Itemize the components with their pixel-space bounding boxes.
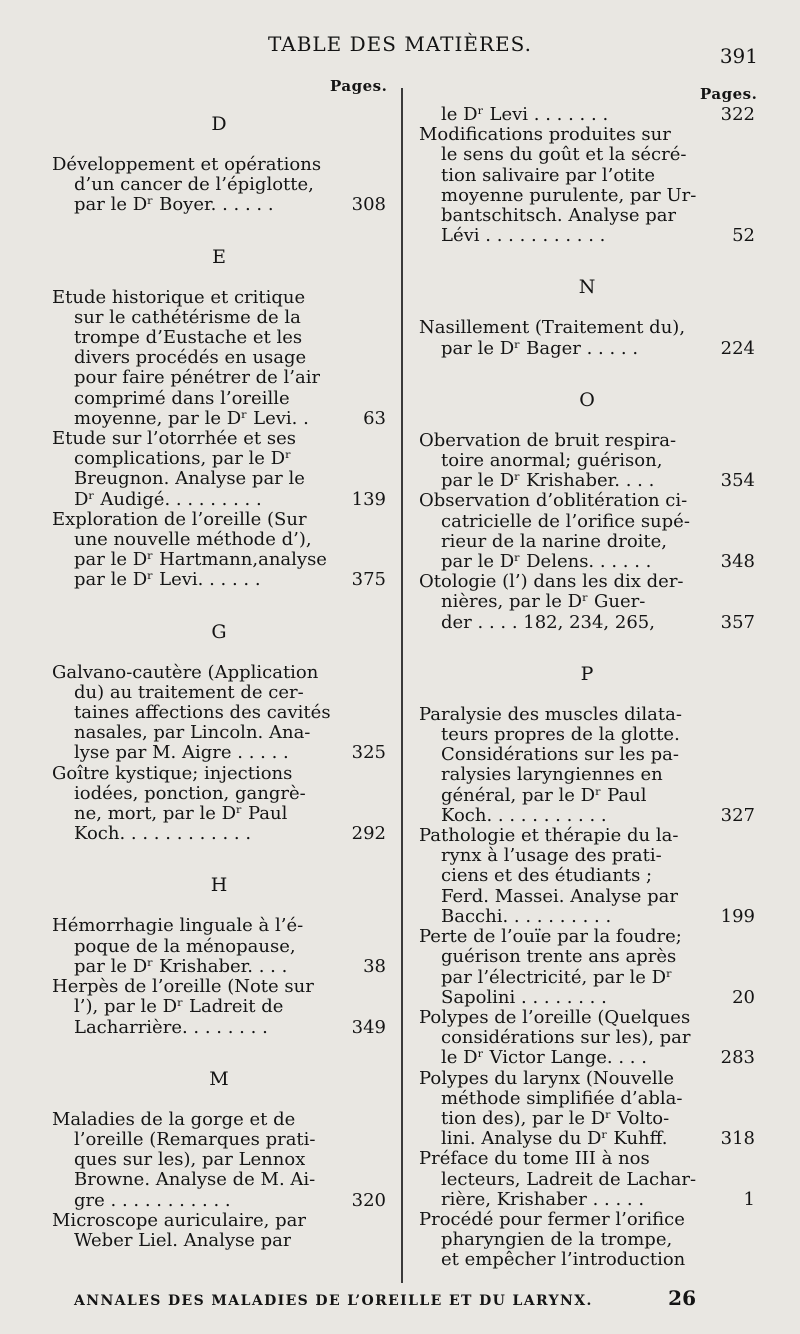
entry-page-number: 38 — [363, 955, 386, 977]
entry-page-number: 318 — [720, 1128, 755, 1150]
entry-text-line: ralysies laryngiennes en — [441, 765, 663, 786]
entry-text-line: par le Dʳ Delens. . . . . . — [441, 552, 652, 573]
entry-page-number: 322 — [720, 104, 755, 125]
signature-mark: 26 — [668, 1286, 696, 1310]
entry-text-line: tion des), par le Dʳ Volto- — [441, 1108, 670, 1129]
entry-text-line: bantschitsch. Analyse par — [441, 206, 677, 227]
entry-page-number: 139 — [351, 488, 386, 510]
entry-text-line: Goître kystique; injections — [52, 763, 293, 784]
entry-page-number: 325 — [351, 742, 386, 764]
entry-text-line: l’oreille (Remarques prati- — [74, 1129, 316, 1150]
entry-text-line: Polypes de l’oreille (Quelques — [419, 1007, 691, 1028]
entry-text-line: Exploration de l’oreille (Sur — [52, 509, 307, 530]
entry-text-line: gre . . . . . . . . . . . — [74, 1190, 231, 1211]
index-entry — [419, 1008, 755, 1069]
section-letter: E — [212, 245, 226, 268]
entry-text-line: Browne. Analyse de M. Ai- — [74, 1170, 316, 1191]
entry-text-line: moyenne, par le Dʳ Levi. . — [74, 408, 309, 429]
entry-text-line: rieur de la narine droite, — [441, 531, 668, 552]
entry-text-line: d’un cancer de l’épiglotte, — [74, 175, 314, 196]
entry-page-number: 199 — [720, 905, 755, 927]
entry-text-line: par le Dʳ Krishaber. . . . — [441, 471, 655, 492]
entry-text-line: par le Dʳ Levi. . . . . . — [74, 570, 261, 591]
index-entry — [52, 977, 386, 1038]
entry-page-number: 224 — [720, 337, 755, 359]
entry-text-line: Observation d’oblitération ci- — [419, 491, 688, 512]
entry-text-line: catricielle de l’orifice supé- — [441, 511, 690, 532]
entry-text-line: divers procédés en usage — [74, 348, 307, 369]
section-letter: O — [579, 388, 595, 411]
index-entry — [52, 155, 386, 216]
entry-text-line: le Dʳ Victor Lange. . . . — [441, 1048, 647, 1069]
index-entry — [52, 764, 386, 845]
entry-text-line: considérations sur les), par — [441, 1028, 691, 1049]
pages-column-label-right: Pages. — [700, 85, 758, 103]
index-entry — [419, 105, 755, 125]
entry-page-number: 1 — [743, 1188, 755, 1210]
entry-text-line: trompe d’Eustache et les — [74, 328, 303, 349]
section-letter: H — [210, 874, 228, 897]
entry-text-line: Weber Liel. Analyse par — [74, 1230, 292, 1251]
entry-text-line: Etude historique et critique — [52, 287, 306, 308]
pages-column-label-left: Pages. — [330, 77, 388, 95]
entry-text-line: pharyngien de la trompe, — [441, 1230, 673, 1251]
entry-text-line: Paralysie des muscles dilata- — [419, 704, 682, 725]
entry-page-number: 349 — [351, 1016, 386, 1038]
entry-text-line: Herpès de l’oreille (Note sur — [52, 977, 314, 998]
entry-text-line: tion salivaire par l’otite — [441, 165, 656, 186]
entry-text-line: Pathologie et thérapie du la- — [419, 826, 679, 847]
entry-page-number: 357 — [720, 611, 755, 633]
entry-text-line: le sens du goût et la sécré- — [441, 145, 687, 166]
entry-text-line: sur le cathétérisme de la — [74, 307, 301, 328]
entry-text-line: moyenne purulente, par Ur- — [441, 185, 697, 206]
entry-text-line: nières, par le Dʳ Guer- — [441, 592, 646, 613]
entry-text-line: Koch. . . . . . . . . . . — [441, 805, 607, 826]
index-column-right — [419, 105, 755, 1293]
section-letter: M — [209, 1067, 229, 1090]
entry-text-line: taines affections des cavités — [74, 703, 331, 724]
index-entry — [52, 510, 386, 591]
entry-text-line: Maladies de la gorge et de — [52, 1109, 296, 1130]
entry-text-line: toire anormal; guérison, — [441, 451, 663, 472]
entry-text-line: Dʳ Audigé. . . . . . . . . — [74, 489, 262, 510]
page-title: TABLE DES MATIÈRES. — [268, 32, 532, 56]
column-divider — [401, 88, 403, 1283]
entry-page-number: 354 — [720, 470, 755, 492]
index-entry — [52, 1110, 386, 1211]
entry-text-line: rynx à l’usage des prati- — [441, 846, 662, 867]
entry-text-line: Perte de l’ouïe par la foudre; — [419, 927, 682, 948]
entry-text-line: Développement et opérations — [52, 155, 322, 175]
entry-page-number: 375 — [351, 569, 386, 591]
index-entry — [419, 705, 755, 826]
page-number: 391 — [719, 44, 758, 68]
entry-text-line: général, par le Dʳ Paul — [441, 785, 647, 806]
entry-text-line: Otologie (l’) dans les dix der- — [419, 572, 684, 593]
entry-text-line: ques sur les), par Lennox — [74, 1150, 306, 1171]
section-letter: D — [211, 113, 227, 135]
entry-text-line: lini. Analyse du Dʳ Kuhff. — [441, 1129, 668, 1150]
entry-text-line: Ferd. Massei. Analyse par — [441, 886, 678, 907]
entry-text-line: Obervation de bruit respira- — [419, 430, 677, 451]
index-entry — [52, 288, 386, 429]
index-entry — [419, 491, 755, 572]
entry-text-line: Bacchi. . . . . . . . . . — [441, 906, 612, 927]
entry-text-line: Sapolini . . . . . . . . — [441, 987, 607, 1008]
entry-text-line: le Dʳ Levi . . . . . . . — [441, 105, 609, 125]
index-entry — [419, 572, 755, 633]
entry-text-line: Considérations sur les pa- — [441, 745, 679, 766]
entry-page-number: 52 — [732, 225, 755, 247]
entry-text-line: Nasillement (Traitement du), — [419, 318, 686, 339]
entry-text-line: Etude sur l’otorrhée et ses — [52, 429, 296, 450]
entry-text-line: ciens et des étudiants ; — [441, 866, 653, 887]
entry-text-line: iodées, ponction, gangrè- — [74, 783, 306, 804]
entry-text-line: par le Dʳ Bager . . . . . — [441, 338, 639, 359]
index-entry — [419, 431, 755, 492]
entry-text-line: teurs propres de la glotte. — [441, 725, 680, 746]
entry-text-line: et empêcher l’introduction — [441, 1250, 686, 1271]
entry-text-line: lyse par M. Aigre . . . . . — [74, 743, 289, 764]
entry-text-line: une nouvelle méthode d’), — [74, 530, 312, 551]
index-column-left — [52, 105, 386, 1273]
entry-text-line: l’), par le Dʳ Ladreit de — [74, 997, 284, 1018]
entry-text-line: lecteurs, Ladreit de Lachar- — [441, 1169, 697, 1190]
entry-text-line: der . . . . 182, 234, 265, — [441, 612, 655, 633]
index-entry — [52, 916, 386, 977]
entry-page-number: 308 — [351, 194, 386, 216]
index-entry — [419, 826, 755, 927]
entry-text-line: par le Dʳ Hartmann,analyse — [74, 550, 327, 571]
entry-text-line: ne, mort, par le Dʳ Paul — [74, 804, 288, 825]
index-entry — [419, 1210, 755, 1271]
section-letter: G — [211, 620, 227, 643]
index-entry — [52, 1211, 386, 1251]
section-letter: N — [578, 276, 596, 299]
entry-text-line: complications, par le Dʳ — [74, 449, 292, 470]
entry-text-line: Préface du tome III à nos — [419, 1149, 650, 1170]
entry-page-number: 292 — [351, 823, 386, 845]
index-entry — [419, 318, 755, 358]
entry-text-line: Breugnon. Analyse par le — [74, 469, 305, 490]
entry-text-line: du) au traitement de cer- — [74, 682, 304, 703]
index-entry — [419, 927, 755, 1008]
entry-page-number: 63 — [363, 407, 386, 429]
entry-text-line: Procédé pour fermer l’orifice — [419, 1209, 685, 1230]
index-entry — [419, 125, 755, 246]
entry-text-line: Modifications produites sur — [419, 125, 671, 146]
entry-page-number: 320 — [351, 1189, 386, 1211]
entry-text-line: par l’électricité, par le Dʳ — [441, 967, 673, 988]
entry-page-number: 20 — [732, 986, 755, 1008]
entry-text-line: comprimé dans l’oreille — [74, 388, 290, 409]
entry-text-line: rière, Krishaber . . . . . — [441, 1189, 645, 1210]
entry-text-line: par le Dʳ Boyer. . . . . . — [74, 195, 274, 216]
index-entry — [52, 663, 386, 764]
entry-text-line: Lévi . . . . . . . . . . . — [441, 226, 606, 247]
entry-page-number: 327 — [720, 804, 755, 826]
entry-text-line: poque de la ménopause, — [74, 936, 296, 957]
entry-page-number: 283 — [720, 1047, 755, 1069]
entry-text-line: Microscope auriculaire, par — [52, 1210, 306, 1231]
entry-text-line: nasales, par Lincoln. Ana- — [74, 723, 311, 744]
entry-text-line: pour faire pénétrer de l’air — [74, 368, 321, 389]
entry-text-line: Polypes du larynx (Nouvelle — [419, 1068, 675, 1089]
entry-text-line: Lacharrière. . . . . . . . — [74, 1017, 268, 1038]
entry-text-line: Galvano-cautère (Application — [52, 662, 319, 683]
entry-page-number: 348 — [720, 551, 755, 573]
entry-text-line: guérison trente ans après — [441, 947, 677, 968]
index-entry — [419, 1149, 755, 1210]
journal-footer: ANNALES DES MALADIES DE L’OREILLE ET DU LARYNX. — [74, 1293, 593, 1309]
index-entry — [419, 1069, 755, 1150]
entry-text-line: Koch. . . . . . . . . . . . — [74, 824, 252, 845]
entry-text-line: méthode simplifiée d’abla- — [441, 1088, 683, 1109]
entry-text-line: Hémorrhagie linguale à l’é- — [52, 916, 304, 937]
section-letter: P — [580, 662, 594, 685]
entry-text-line: par le Dʳ Krishaber. . . . — [74, 956, 288, 977]
index-entry — [52, 429, 386, 510]
